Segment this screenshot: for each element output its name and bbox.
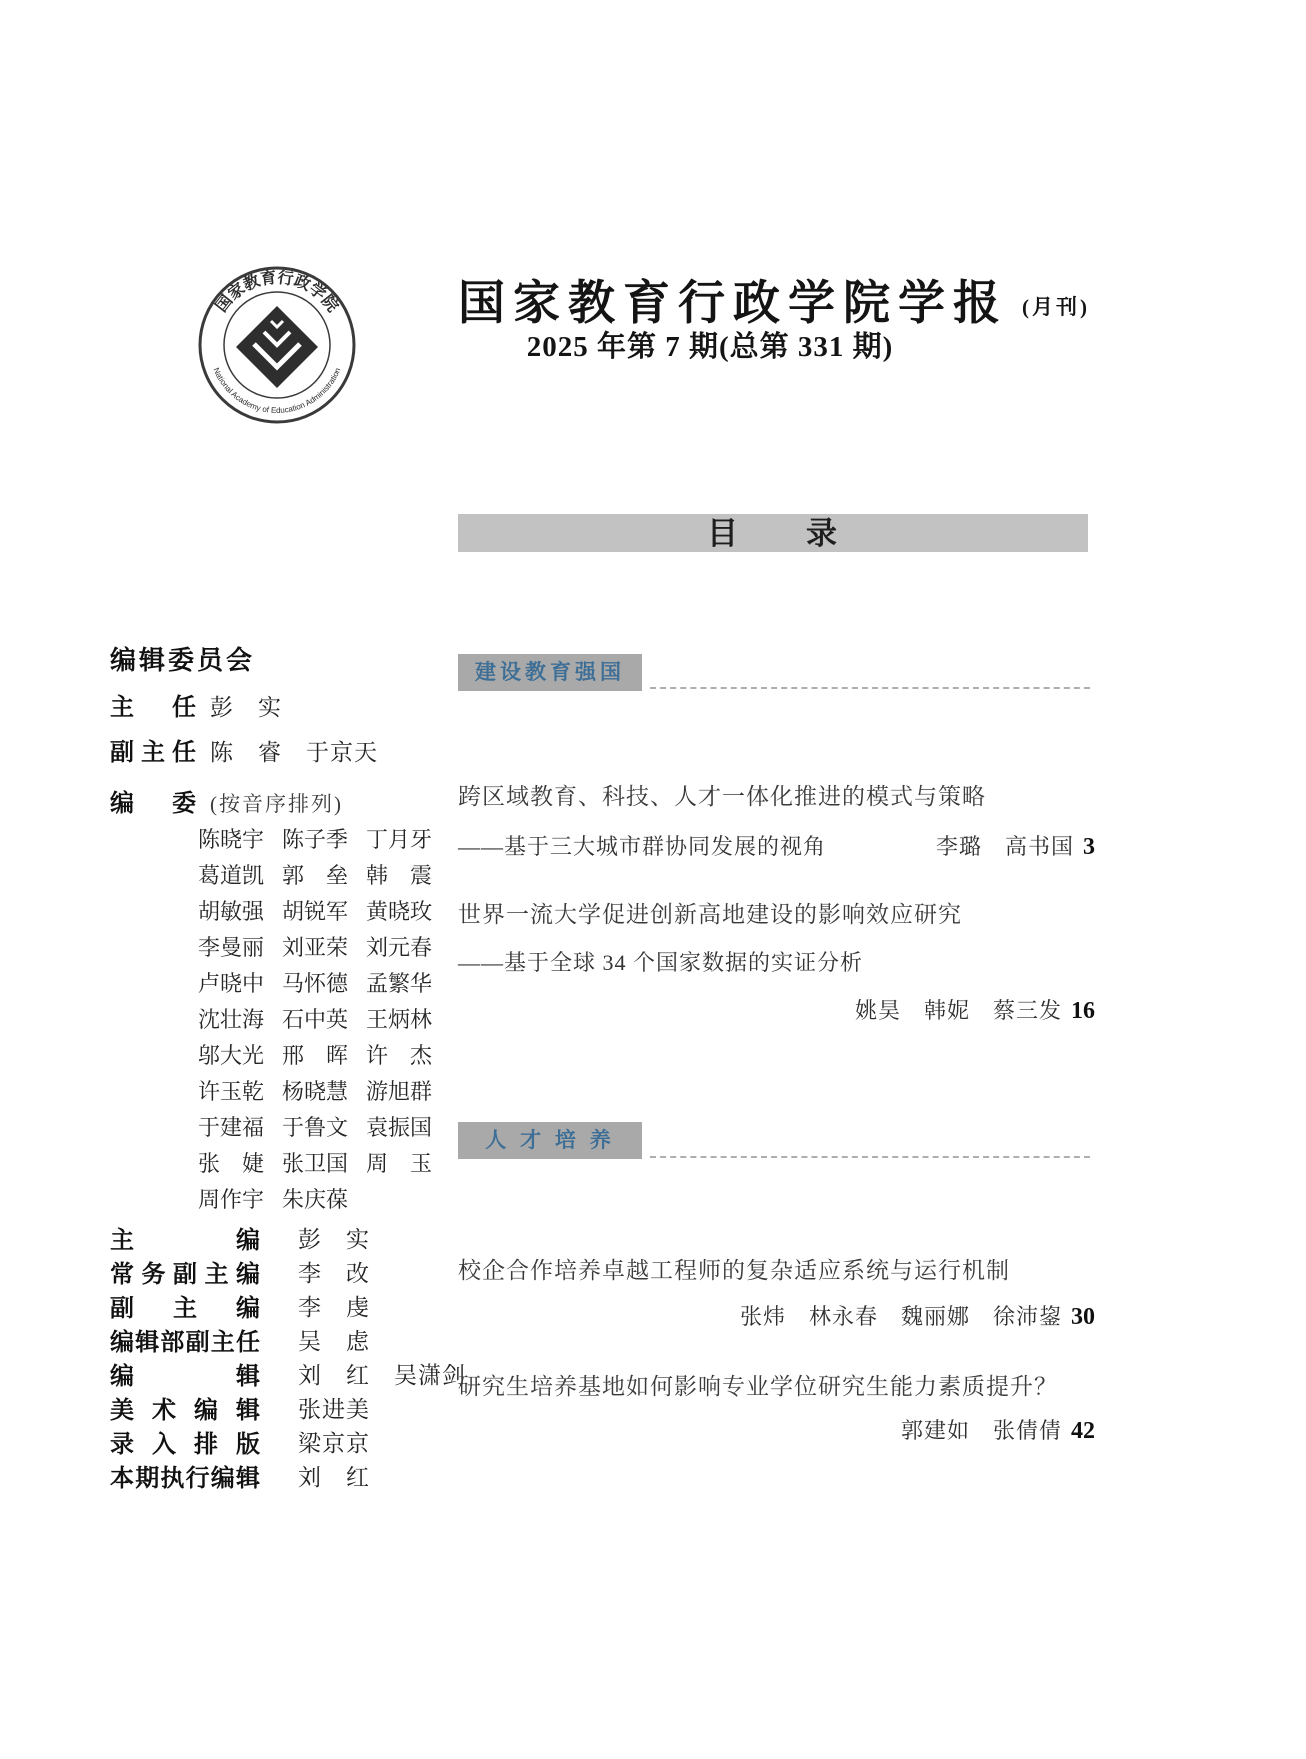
member-name: 朱庆葆 (282, 1186, 349, 1212)
staff-row (110, 1424, 466, 1458)
member-name: 沈壮海 (198, 1006, 265, 1032)
journal-title-text: 国家教育行政学院学报 (458, 278, 1008, 330)
article-byline (458, 1414, 1095, 1445)
staff-value: 张进美 (298, 1396, 370, 1422)
member-name: 王炳林 (366, 1006, 433, 1032)
committee-row (198, 1072, 450, 1108)
section-badge-education-power: 建设教育强国 (458, 654, 642, 691)
member-name: 于建福 (198, 1114, 265, 1140)
member-name: 许玉乾 (198, 1078, 265, 1104)
staff-label: 本期执行编辑 (110, 1464, 260, 1492)
member-name: 马怀德 (282, 970, 349, 996)
member-name: 胡锐军 (282, 898, 349, 924)
board-row-director (110, 687, 282, 722)
committee-members-list (198, 820, 450, 1216)
member-name: 陈晓宇 (198, 826, 265, 852)
staff-value: 李 改 (298, 1260, 370, 1286)
member-name: 卢晓中 (198, 970, 265, 996)
board-row-value: 陈 睿 于京天 (210, 740, 378, 765)
member-name: 许 杰 (366, 1042, 433, 1068)
article-title: 研究生培养基地如何影响专业学位研究生能力素质提升？ (458, 1374, 1058, 1399)
article-subtitle: ——基于全球 34 个国家数据的实证分析 (458, 950, 864, 975)
staff-row (110, 1458, 466, 1492)
logo-cn-arc-text: 国家教育行政学院 (213, 269, 341, 316)
member-name: 石中英 (282, 1006, 349, 1032)
staff-value: 吴 虑 (298, 1328, 370, 1354)
article-subtitle: ——基于三大城市群协同发展的视角 (458, 834, 827, 859)
committee-row (198, 856, 450, 892)
journal-title-suffix: (月刊) (1022, 295, 1090, 319)
committee-row (198, 1108, 450, 1144)
article-page-number: 3 (1083, 834, 1095, 860)
article-page-number: 30 (1071, 1304, 1095, 1330)
staff-row (110, 1356, 466, 1390)
article-title: 跨区域教育、科技、人才一体化推进的模式与策略 (458, 784, 986, 809)
article-byline (458, 994, 1095, 1025)
logo-diamond-emblem (236, 306, 318, 388)
member-name: 邢 晖 (282, 1042, 349, 1068)
member-name: 丁月牙 (366, 826, 433, 852)
committee-row (198, 892, 450, 928)
committee-row (198, 964, 450, 1000)
member-name: 邬大光 (198, 1042, 265, 1068)
staff-row (110, 1220, 466, 1254)
staff-label: 编辑部副主任 (110, 1328, 260, 1356)
board-row-label: 主任 (110, 694, 196, 721)
committee-row (198, 928, 450, 964)
member-name: 于鲁文 (282, 1114, 349, 1140)
logo-seal-svg (196, 264, 358, 426)
board-row-deputy-director (110, 732, 378, 767)
section-dashed-rule (650, 1156, 1090, 1158)
article-title: 校企合作培养卓越工程师的复杂适应系统与运行机制 (458, 1258, 1010, 1283)
journal-logo (196, 264, 358, 426)
article-page-number: 16 (1071, 998, 1095, 1024)
staff-value: 梁京京 (298, 1430, 370, 1456)
member-name: 杨晓慧 (282, 1078, 349, 1104)
staff-label: 常务副主编 (110, 1260, 260, 1288)
toc-header-title: 目 录 (707, 516, 839, 551)
member-name: 黄晓玫 (366, 898, 433, 924)
article-byline (936, 830, 1095, 861)
staff-value: 刘 红 (298, 1464, 370, 1490)
member-name: 葛道凯 (198, 862, 265, 888)
staff-row (110, 1390, 466, 1424)
board-row-label: 副主任 (110, 739, 196, 766)
board-row-label: 编委 (110, 790, 196, 817)
committee-row (198, 820, 450, 856)
staff-value: 李 虔 (298, 1294, 370, 1320)
committee-row (198, 1180, 450, 1216)
staff-label: 主编 (110, 1226, 260, 1254)
staff-row (110, 1254, 466, 1288)
board-row-value: 彭 实 (210, 695, 282, 720)
committee-row (198, 1144, 450, 1180)
member-name: 张卫国 (282, 1150, 349, 1176)
staff-label: 录入排版 (110, 1430, 260, 1458)
member-name: 游旭群 (366, 1078, 433, 1104)
committee-row (198, 1036, 450, 1072)
member-name: 袁振国 (366, 1114, 433, 1140)
staff-label: 副主编 (110, 1294, 260, 1322)
member-name: 周作宇 (198, 1186, 265, 1212)
member-name: 陈子季 (282, 826, 349, 852)
article-authors: 姚昊 韩妮 蔡三发 (854, 998, 1062, 1023)
member-name: 张 婕 (198, 1150, 265, 1176)
staff-value: 彭 实 (298, 1226, 370, 1252)
article-authors: 郭建如 张倩倩 (900, 1418, 1062, 1443)
article-authors: 李璐 高书国 (935, 834, 1074, 859)
member-name: 刘亚荣 (282, 934, 349, 960)
editorial-board-heading: 编辑委员会 (110, 645, 256, 675)
article-page-number: 42 (1071, 1418, 1095, 1444)
logo-en-arc-text: National Academy of Education Administration (211, 366, 343, 416)
article-subtitle-row (458, 830, 1095, 861)
member-name: 韩 震 (366, 862, 433, 888)
article-byline (458, 1300, 1095, 1331)
member-name: 刘元春 (366, 934, 433, 960)
member-name: 李曼丽 (198, 934, 265, 960)
article-title: 世界一流大学促进创新高地建设的影响效应研究 (458, 902, 962, 927)
article-authors: 张炜 林永春 魏丽娜 徐沛鋆 (739, 1304, 1062, 1329)
journal-title (458, 266, 1090, 333)
staff-label: 美术编辑 (110, 1396, 260, 1424)
committee-note: (按音序排列) (210, 792, 343, 816)
staff-label: 编辑 (110, 1362, 260, 1390)
staff-value: 刘 红 吴潇剑 (298, 1362, 466, 1388)
member-name: 胡敏强 (198, 898, 265, 924)
staff-list (110, 1220, 466, 1492)
section-badge-talent-cultivation: 人 才 培 养 (458, 1122, 642, 1159)
staff-row (110, 1322, 466, 1356)
member-name: 孟繁华 (366, 970, 433, 996)
member-name: 周 玉 (366, 1150, 433, 1176)
board-row-committee (110, 783, 343, 818)
toc-header-bar (458, 514, 1088, 552)
issue-line: 2025 年第 7 期(总第 331 期) (526, 331, 894, 363)
staff-row (110, 1288, 466, 1322)
section-dashed-rule (650, 687, 1090, 689)
committee-row (198, 1000, 450, 1036)
member-name: 郭 垒 (282, 862, 349, 888)
